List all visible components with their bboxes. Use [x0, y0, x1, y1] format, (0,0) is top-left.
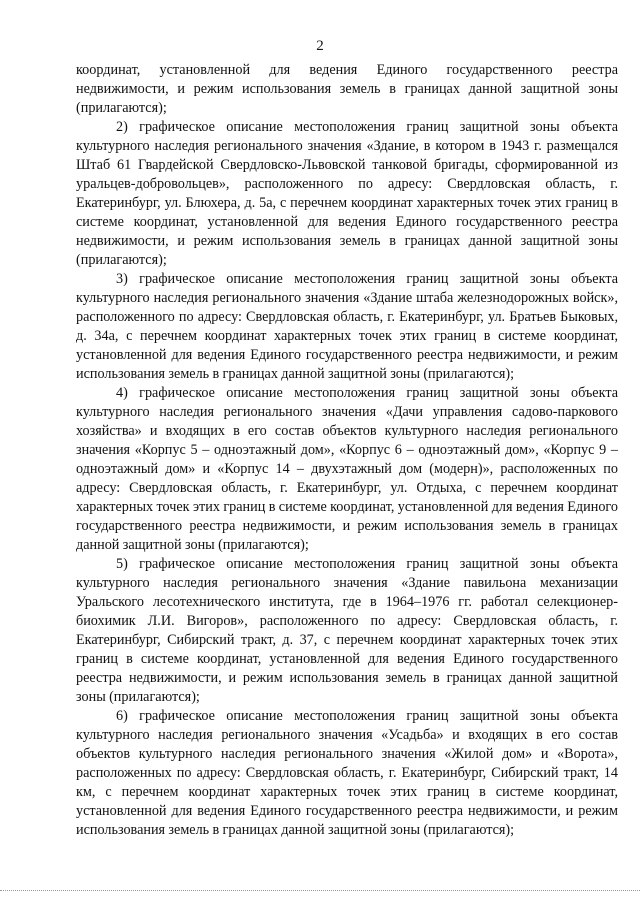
document-body	[76, 61, 618, 840]
paragraph-item-3: 3) графическое описание местоположения границ защитной зоны объекта культурного наследия регионального значения «Здание штаба железнодорожных войск», расположенного по адресу: Свердловская область, г. Екатеринбург, ул. Братьев Быковых, д. 34а, с перечнем координат характерных точек этих границ в системе координат, установленной для ведения Единого государственного реестра недвижимости, и режим использования земель в границах данной защитной зоны (прилагаются);	[76, 271, 618, 382]
paragraph-item-6: 6) графическое описание местоположения границ защитной зоны объекта культурного наследия регионального значения «Усадьба» и входящих в его состав объектов культурного наследия регионального значения «Жилой дом» и «Ворота», расположенных по адресу: Свердловская область, г. Екатеринбург, Сибирский тракт, 14 км, с перечнем координат характерных точек этих границ в системе координат, установленной для ведения Единого государственного реестра недвижимости, и режим использования земель в границах данной защитной зоны (прилагаются);	[76, 708, 618, 838]
paragraph-item-5: 5) графическое описание местоположения границ защитной зоны объекта культурного наследия регионального значения «Здание павильона механизации Уральского лесотехнического института, где в 1964–1976 гг. работал селекционер-биохимик Л.И. Вигоров», расположенного по адресу: Свердловская область, г. Екатеринбург, Сибирский тракт, д. 37, с перечнем координат характерных точек этих границ в системе координат, установленной для ведения Единого государственного реестра недвижимости, и режим использования земель в границах данной защитной зоны (прилагаются);	[76, 556, 618, 705]
paragraph-item-2: 2) графическое описание местоположения границ защитной зоны объекта культурного наследия регионального значения «Здание, в котором в 1943 г. размещался Штаб 61 Гвардейской Свердловско-Львовской танковой бригады, сформированной из уральцев-добровольцев», расположенного по адресу: Свердловская область, г. Екатеринбург, ул. Блюхера, д. 5а, с перечнем координат характерных точек этих границ в системе координат, установленной для ведения Единого государственного реестра недвижимости, и режим использования земель в границах данной защитной зоны (прилагаются);	[76, 119, 618, 268]
scan-artifact-line	[0, 890, 640, 892]
page-number: 2	[316, 38, 324, 54]
paragraph-continuation: координат, установленной для ведения Единого государственного реестра недвижимости, и режим использования земель в границах данной защитной зоны (прилагаются);	[76, 62, 618, 116]
paragraph-item-4: 4) графическое описание местоположения границ защитной зоны объекта культурного наследия регионального значения «Дачи управления садово-паркового хозяйства» и входящих в его состав объектов культурного наследия регионального значения «Корпус 5 – одноэтажный дом», «Корпус 6 – одноэтажный дом», «Корпус 9 – одноэтажный дом» и «Корпус 14 – двухэтажный дом (модерн)», расположенных по адресу: Свердловская область, г. Екатеринбург, ул. Отдыха, с перечнем координат характерных точек этих границ в системе координат, установленной для ведения Единого государственного реестра недвижимости, и режим использования земель в границах данной защитной зоны (прилагаются);	[76, 385, 618, 553]
